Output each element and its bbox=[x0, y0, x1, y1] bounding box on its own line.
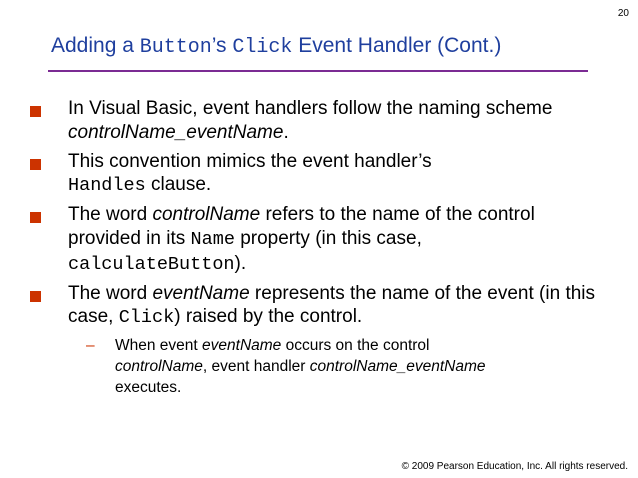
sub-bullet-text: executes. bbox=[115, 379, 182, 397]
sub-bullet-emphasis: eventName bbox=[202, 337, 282, 355]
bullet-text: In Visual Basic, event handlers follow the naming scheme bbox=[68, 98, 553, 119]
square-bullet-icon bbox=[30, 291, 41, 302]
sub-bullet-text: occurs on the control bbox=[281, 337, 430, 355]
bullet-emphasis: controlName_eventName bbox=[68, 121, 284, 143]
bullet-control-name bbox=[30, 203, 600, 276]
page-number: 20 bbox=[617, 8, 629, 19]
square-bullet-icon bbox=[30, 212, 41, 223]
bullet-convention bbox=[30, 150, 600, 199]
title-code-click: Click bbox=[232, 36, 293, 59]
sub-bullet-text: , event handler bbox=[202, 358, 310, 376]
square-bullet-icon bbox=[30, 159, 41, 170]
bullet-list bbox=[30, 97, 600, 398]
sub-bullet-text: When event bbox=[115, 337, 203, 355]
bullet-text: property (in this case, bbox=[234, 227, 422, 249]
bullet-text: represents the name of the event (in this case, bbox=[68, 282, 596, 328]
bullet-emphasis: controlName bbox=[152, 204, 261, 226]
sub-bullet-emphasis: controlName_eventName bbox=[309, 358, 486, 376]
bullet-code: Handles bbox=[68, 175, 146, 197]
sub-bullet-emphasis: controlName bbox=[115, 358, 203, 376]
title-divider bbox=[48, 70, 588, 72]
bullet-code: Click bbox=[118, 307, 175, 329]
bullet-code: Name bbox=[190, 228, 235, 250]
sub-bullet-executes bbox=[30, 335, 600, 398]
bullet-text: ) raised by the control. bbox=[174, 306, 363, 328]
bullet-naming-scheme bbox=[30, 97, 600, 145]
bullet-text: The word bbox=[68, 282, 153, 304]
bullet-text: refers to the name of the control provided in its bbox=[68, 204, 535, 249]
copyright-footer: © 2009 Pearson Education, Inc. All rights reserved. bbox=[401, 461, 628, 472]
dash-bullet-icon: – bbox=[86, 337, 95, 355]
bullet-text: The word bbox=[68, 204, 153, 226]
bullet-text: ). bbox=[234, 252, 247, 274]
bullet-emphasis: eventName bbox=[152, 282, 250, 304]
square-bullet-icon bbox=[30, 106, 41, 117]
bullet-text: This convention mimics the event handler’s bbox=[68, 150, 432, 172]
bullet-code: calculateButton bbox=[68, 253, 235, 275]
bullet-event-name bbox=[30, 282, 600, 331]
bullet-text: . bbox=[283, 121, 289, 143]
title-code-button: Button bbox=[139, 36, 212, 59]
bullet-text: clause. bbox=[145, 174, 212, 196]
title-suffix: Event Handler (Cont.) bbox=[292, 34, 502, 57]
title-mid: ’s bbox=[211, 34, 233, 57]
slide-title bbox=[51, 30, 501, 64]
title-prefix: Adding a bbox=[51, 34, 140, 57]
